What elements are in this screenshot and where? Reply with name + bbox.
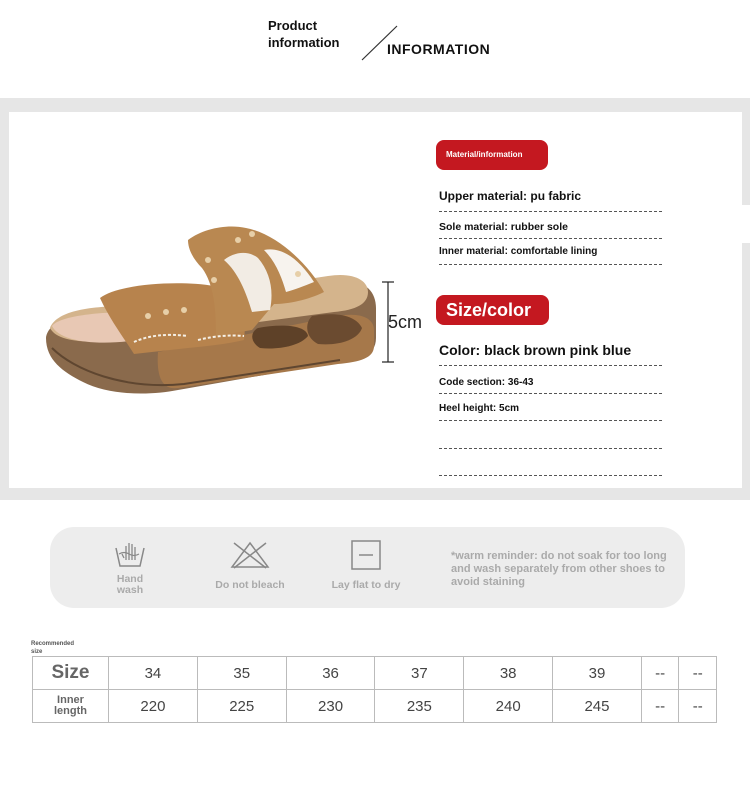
- header-title-en: INFORMATION: [387, 41, 491, 57]
- size-cell: 35: [197, 657, 286, 690]
- size-cell: 36: [286, 657, 375, 690]
- table-row: [33, 690, 717, 723]
- size-cell: 39: [553, 657, 642, 690]
- hand-wash-icon: [112, 540, 148, 570]
- page-header: [0, 0, 750, 98]
- material-section-badge: Material/information: [436, 140, 548, 170]
- size-cell: --: [679, 657, 717, 690]
- size-cell: 34: [109, 657, 198, 690]
- length-cell: 225: [197, 690, 286, 723]
- length-cell: 220: [109, 690, 198, 723]
- recommended-size-label: Recommended size: [31, 641, 75, 655]
- code-section-row: Code section: 36-43: [439, 377, 662, 394]
- length-cell: --: [641, 690, 679, 723]
- care-label: Do not bleach: [215, 579, 285, 591]
- size-cell: 37: [375, 657, 464, 690]
- size-header: Size: [33, 657, 109, 690]
- heel-dimension-label: 5cm: [388, 312, 423, 332]
- color-row: Color: black brown pink blue: [439, 342, 662, 366]
- size-cell: --: [641, 657, 679, 690]
- heel-height-row: Heel height: 5cm: [439, 403, 662, 421]
- length-cell: 240: [464, 690, 553, 723]
- care-label: Lay flat to dry: [331, 579, 401, 591]
- size-cell: 38: [464, 657, 553, 690]
- length-cell: 245: [553, 690, 642, 723]
- upper-material-row: Upper material: pu fabric: [439, 189, 662, 212]
- length-cell: 235: [375, 690, 464, 723]
- inner-length-header: Inner length: [33, 690, 109, 723]
- size-table: [32, 656, 717, 723]
- inner-material-row: Inner material: comfortable lining: [439, 246, 662, 265]
- care-item-lay-flat-to-dry: [326, 539, 406, 591]
- sole-material-row: Sole material: rubber sole: [439, 221, 662, 239]
- blank-row: [439, 458, 662, 476]
- care-item-do-not-bleach: [208, 540, 292, 591]
- do-not-bleach-icon: [228, 540, 272, 570]
- blank-row: [439, 430, 662, 449]
- care-label: Hand wash: [116, 573, 144, 596]
- care-item-hand-wash: [105, 540, 155, 596]
- size-section-badge: Size/color: [436, 295, 549, 325]
- length-cell: 230: [286, 690, 375, 723]
- product-image: [38, 220, 388, 405]
- lay-flat-to-dry-icon: [350, 539, 382, 571]
- table-row: [33, 657, 717, 690]
- length-cell: --: [679, 690, 717, 723]
- warm-reminder-note: *warm reminder: do not soak for too long and wash separately from other shoes to avoid staining: [451, 550, 667, 588]
- header-title-cn: Product information: [268, 18, 340, 50]
